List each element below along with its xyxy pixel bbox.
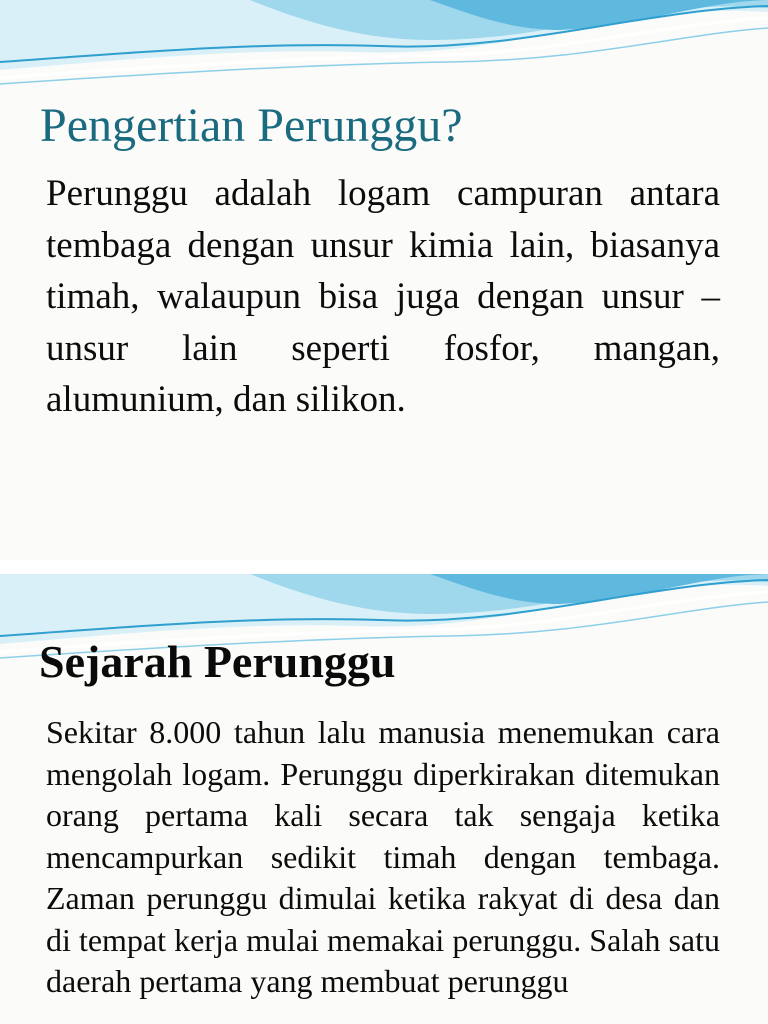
slide-history xyxy=(0,574,768,1024)
wave-decoration xyxy=(0,0,768,95)
slide-title: Pengertian Perunggu? xyxy=(40,99,463,152)
slide-body-text: Perunggu adalah logam campuran antara tembaga dengan unsur kimia lain, biasanya timah, walaupun bisa juga dengan unsur – unsur lain seperti fosfor, mangan, alumunium, dan silikon. xyxy=(46,173,720,421)
slide-body-text: Sekitar 8.000 tahun lalu manusia menemukan cara mengolah logam. Perunggu diperkirakan ditemukan orang pertama kali secara tak sengaja ketika mencampurkan sedikit timah dengan tembaga. Zaman perunggu dimulai ketika rakyat di desa dan di tempat kerja mulai memakai perunggu. Salah satu daerah pertama yang membuat perunggu xyxy=(46,714,720,999)
slide-title: Sejarah Perunggu xyxy=(39,636,396,687)
